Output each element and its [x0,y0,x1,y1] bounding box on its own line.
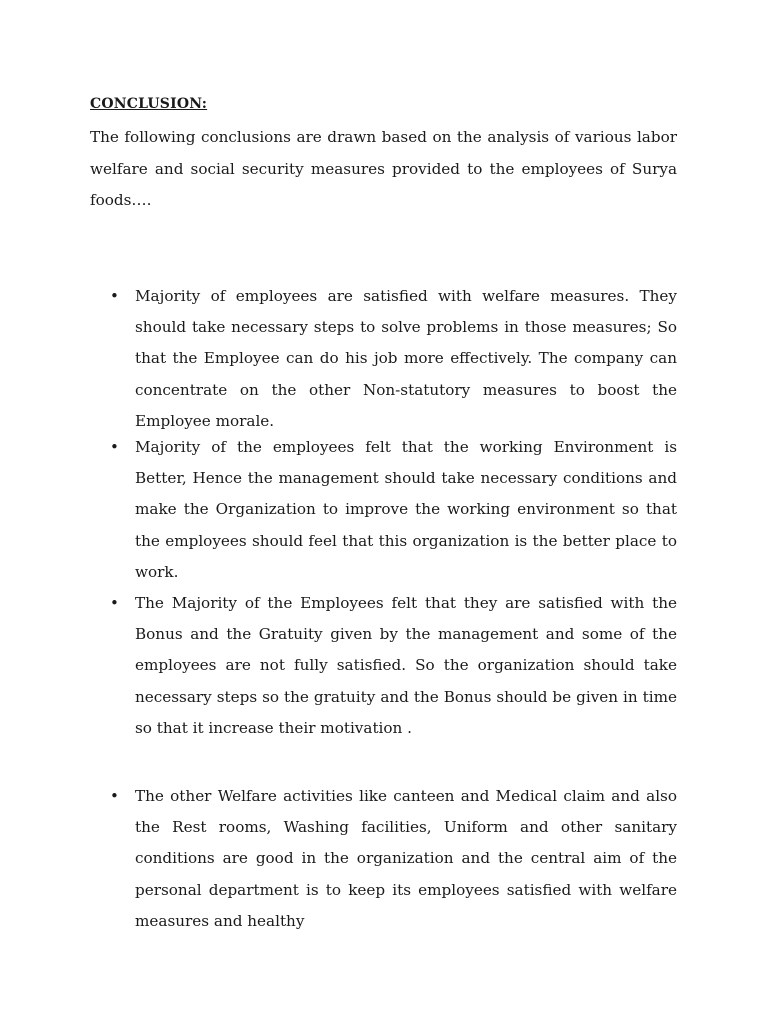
list-item [110,781,677,937]
bullet-icon: • [110,787,119,805]
list-item-text: The other Welfare activities like canteen and Medical claim and also the Rest rooms, Washing facilities, Uniform and other sanitary conditions are good in the organization and the central aim of the personal department is to keep its employees satisfied with welfare measures and healthy [135,787,677,930]
bullet-icon: • [110,438,119,456]
list-item-text: The Majority of the Employees felt that they are satisfied with the Bonus and the Gratuity given by the management and some of the employees are not fully satisfied. So the organization should take necessary steps so the gratuity and the Bonus should be given in time so that it increase their motivation . [135,594,677,737]
bullet-icon: • [110,287,119,305]
list-item-text: Majority of the employees felt that the working Environment is Better, Hence the management should take necessary conditions and make the Organization to improve the working environment so that the employees should feel that this organization is the better place to work. [135,438,677,581]
intro-paragraph: The following conclusions are drawn based on the analysis of various labor welfare and social security measures provided to the employees of Surya foods…. [90,128,677,209]
conclusion-heading: CONCLUSION: [90,96,208,112]
list-item-text: Majority of employees are satisfied with welfare measures. They should take necessary steps to solve problems in those measures; So that the Employee can do his job more effectively. The company can concentrate on the other Non-statutory measures to boost the Employee morale. [135,287,677,430]
list-item [110,281,677,437]
list-item [110,432,677,588]
list-item [110,588,677,744]
bullet-icon: • [110,594,119,612]
